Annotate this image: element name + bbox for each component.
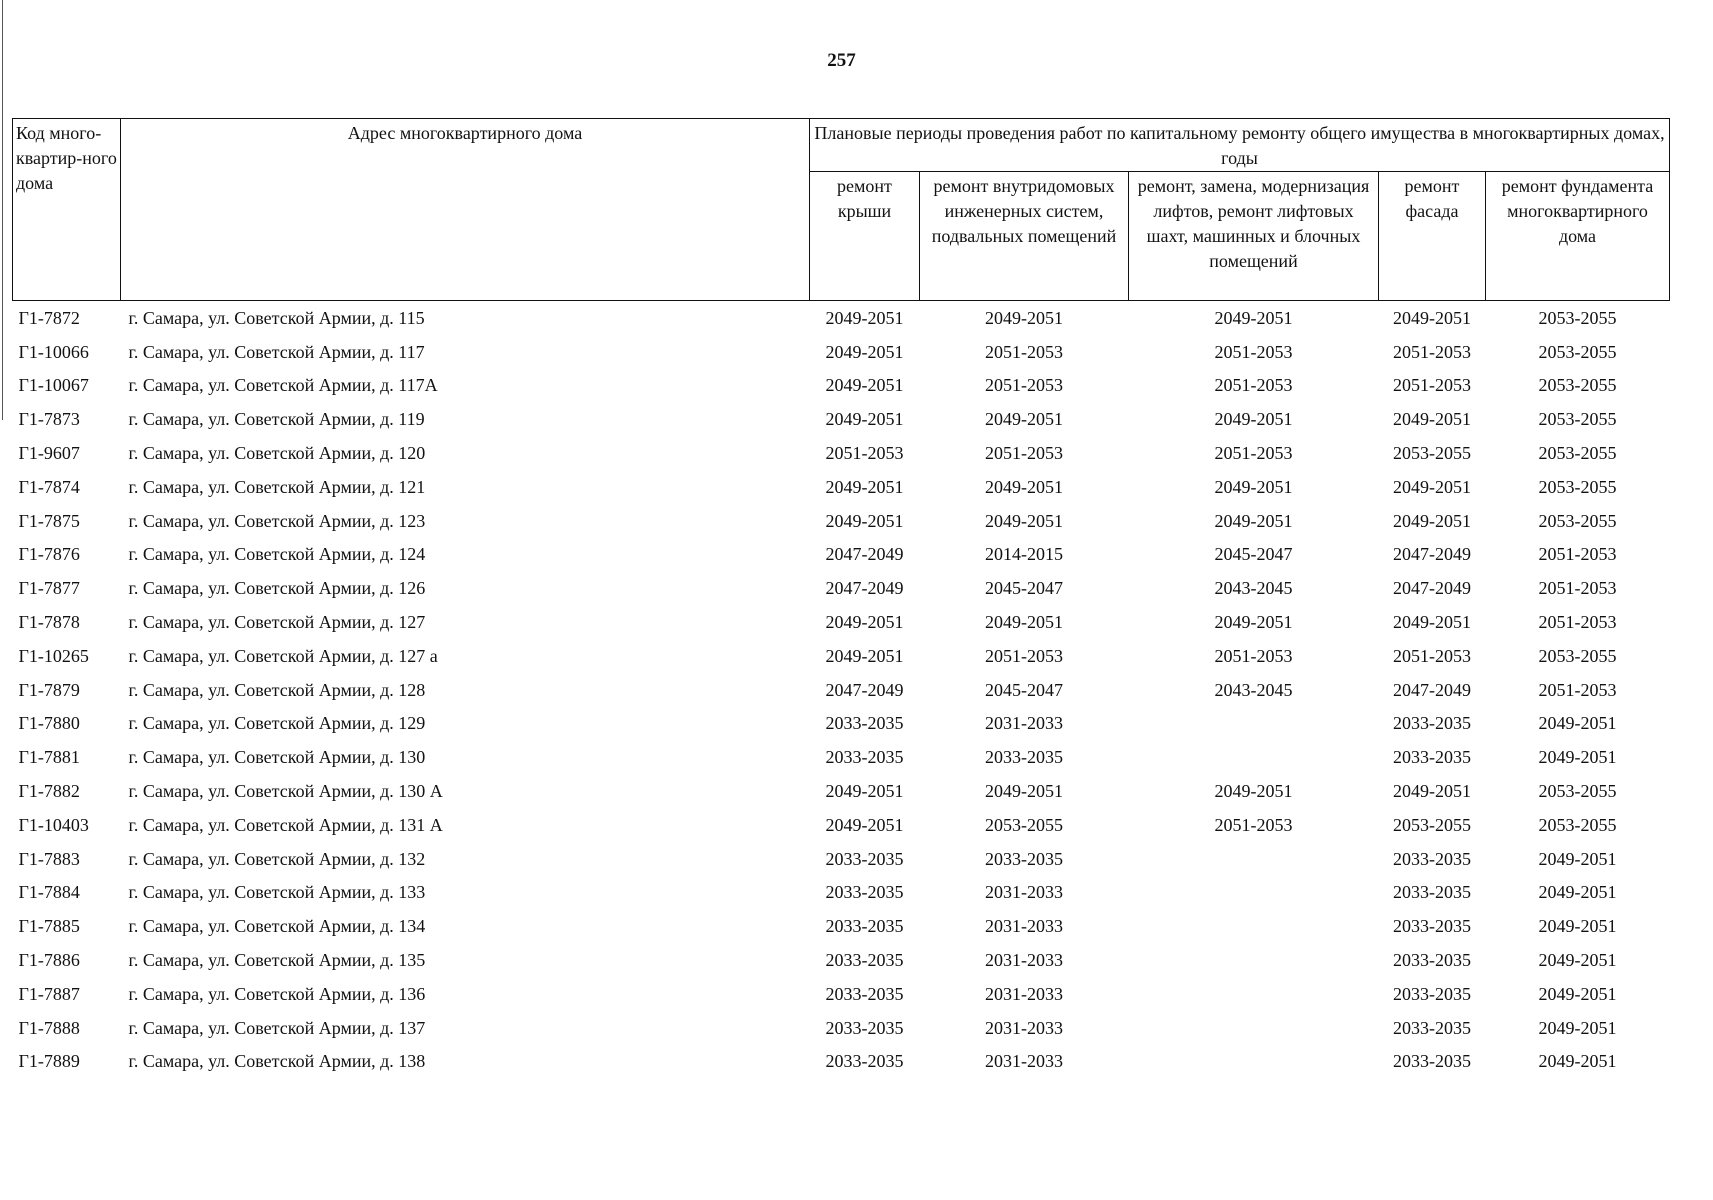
cell-roof: 2049-2051 xyxy=(825,476,904,497)
cell-foundation: 2049-2051 xyxy=(1538,882,1617,903)
cell-address: г. Самара, ул. Советской Армии, д. 137 xyxy=(128,1017,426,1038)
cell-elevators: 2051-2053 xyxy=(1214,375,1293,396)
cell-facade: 2051-2053 xyxy=(1393,375,1471,396)
cell-address: г. Самара, ул. Советской Армии, д. 127 xyxy=(128,612,426,633)
cell-engineering: 2049-2051 xyxy=(985,510,1063,531)
cell-address: г. Самара, ул. Советской Армии, д. 136 xyxy=(128,983,426,1004)
cell-engineering: 2033-2035 xyxy=(985,747,1063,768)
cell-roof: 2047-2049 xyxy=(825,544,904,565)
cell-foundation: 2049-2051 xyxy=(1538,916,1617,937)
header-roof: ремонт крыши xyxy=(810,172,920,301)
cell-foundation: 2053-2055 xyxy=(1538,341,1617,362)
cell-engineering: 2045-2047 xyxy=(985,679,1063,700)
cell-engineering: 2031-2033 xyxy=(985,950,1063,971)
cell-engineering: 2051-2053 xyxy=(985,443,1063,464)
cell-elevators xyxy=(1129,842,1379,876)
cell-address: г. Самара, ул. Советской Армии, д. 117А xyxy=(128,375,438,396)
table-row xyxy=(13,301,1670,335)
cell-engineering: 2049-2051 xyxy=(985,409,1063,430)
cell-address: г. Самара, ул. Советской Армии, д. 129 xyxy=(128,713,426,734)
cell-code: Г1-7876 xyxy=(18,544,80,565)
cell-engineering: 2051-2053 xyxy=(985,375,1063,396)
cell-engineering: 2051-2053 xyxy=(985,341,1063,362)
cell-roof: 2049-2051 xyxy=(825,341,904,362)
cell-engineering: 2045-2047 xyxy=(985,578,1063,599)
cell-roof: 2049-2051 xyxy=(825,307,904,328)
cell-code: Г1-7875 xyxy=(18,510,80,531)
cell-facade: 2049-2051 xyxy=(1393,510,1471,531)
cell-elevators: 2049-2051 xyxy=(1214,307,1293,328)
table-row xyxy=(13,1011,1670,1045)
cell-foundation: 2051-2053 xyxy=(1538,544,1617,565)
cell-facade: 2033-2035 xyxy=(1393,713,1471,734)
cell-roof: 2033-2035 xyxy=(825,983,904,1004)
cell-elevators xyxy=(1129,740,1379,774)
cell-address: г. Самара, ул. Советской Армии, д. 132 xyxy=(128,848,426,869)
header-address: Адрес многоквартирного дома xyxy=(121,119,810,301)
table-row xyxy=(13,673,1670,707)
cell-address: г. Самара, ул. Советской Армии, д. 123 xyxy=(128,510,426,531)
cell-address: г. Самара, ул. Советской Армии, д. 130 А xyxy=(128,781,443,802)
cell-engineering: 2049-2051 xyxy=(985,476,1063,497)
cell-facade: 2047-2049 xyxy=(1393,679,1471,700)
cell-elevators: 2049-2051 xyxy=(1214,612,1293,633)
cell-address: г. Самара, ул. Советской Армии, д. 133 xyxy=(128,882,426,903)
cell-address: г. Самара, ул. Советской Армии, д. 121 xyxy=(128,476,426,497)
cell-code: Г1-10067 xyxy=(18,375,89,396)
cell-foundation: 2053-2055 xyxy=(1538,307,1617,328)
cell-elevators: 2051-2053 xyxy=(1214,645,1293,666)
table-header xyxy=(13,119,1670,301)
cell-foundation: 2053-2055 xyxy=(1538,814,1617,835)
table-row xyxy=(13,470,1670,504)
cell-facade: 2051-2053 xyxy=(1393,645,1471,666)
cell-code: Г1-7879 xyxy=(18,679,80,700)
cell-foundation: 2053-2055 xyxy=(1538,476,1617,497)
cell-engineering: 2049-2051 xyxy=(985,612,1063,633)
cell-address: г. Самара, ул. Советской Армии, д. 135 xyxy=(128,950,426,971)
cell-engineering: 2031-2033 xyxy=(985,983,1063,1004)
cell-roof: 2047-2049 xyxy=(825,578,904,599)
cell-foundation: 2051-2053 xyxy=(1538,679,1617,700)
cell-facade: 2049-2051 xyxy=(1393,612,1471,633)
cell-roof: 2051-2053 xyxy=(825,443,904,464)
cell-roof: 2049-2051 xyxy=(825,510,904,531)
cell-elevators: 2049-2051 xyxy=(1214,409,1293,430)
cell-foundation: 2053-2055 xyxy=(1538,510,1617,531)
cell-facade: 2049-2051 xyxy=(1393,409,1471,430)
cell-engineering: 2031-2033 xyxy=(985,713,1063,734)
header-elevators: ремонт, замена, модернизация лифтов, ремонт лифтовых шахт, машинных и блочных помещений xyxy=(1129,172,1379,301)
cell-foundation: 2049-2051 xyxy=(1538,1017,1617,1038)
cell-address: г. Самара, ул. Советской Армии, д. 127 а xyxy=(128,645,438,666)
cell-facade: 2049-2051 xyxy=(1393,476,1471,497)
table-row xyxy=(13,876,1670,910)
cell-elevators: 2049-2051 xyxy=(1214,476,1293,497)
cell-foundation: 2049-2051 xyxy=(1538,1051,1617,1072)
cell-address: г. Самара, ул. Советской Армии, д. 126 xyxy=(128,578,426,599)
table-row xyxy=(13,1045,1670,1079)
cell-roof: 2033-2035 xyxy=(825,1051,904,1072)
cell-foundation: 2049-2051 xyxy=(1538,747,1617,768)
cell-facade: 2053-2055 xyxy=(1393,814,1471,835)
cell-roof: 2049-2051 xyxy=(825,645,904,666)
cell-facade: 2047-2049 xyxy=(1393,544,1471,565)
table-row xyxy=(13,639,1670,673)
cell-facade: 2047-2049 xyxy=(1393,578,1471,599)
cell-roof: 2033-2035 xyxy=(825,747,904,768)
cell-code: Г1-7880 xyxy=(18,713,80,734)
cell-code: Г1-7877 xyxy=(18,578,80,599)
header-engineering: ремонт внутридомовых инженерных систем, подвальных помещений xyxy=(920,172,1129,301)
header-planned-periods: Плановые периоды проведения работ по капитальному ремонту общего имущества в многоквартирных домах, годы xyxy=(810,119,1670,172)
cell-address: г. Самара, ул. Советской Армии, д. 119 xyxy=(128,409,425,430)
table-row xyxy=(13,571,1670,605)
cell-code: Г1-7886 xyxy=(18,950,80,971)
cell-elevators xyxy=(1129,943,1379,977)
cell-elevators: 2049-2051 xyxy=(1214,510,1293,531)
cell-engineering: 2053-2055 xyxy=(985,814,1063,835)
cell-code: Г1-7872 xyxy=(18,307,80,328)
cell-elevators: 2051-2053 xyxy=(1214,443,1293,464)
cell-roof: 2033-2035 xyxy=(825,848,904,869)
table-row xyxy=(13,774,1670,808)
cell-elevators: 2051-2053 xyxy=(1214,814,1293,835)
cell-foundation: 2051-2053 xyxy=(1538,612,1617,633)
cell-code: Г1-10265 xyxy=(18,645,89,666)
table-row xyxy=(13,504,1670,538)
cell-code: Г1-7888 xyxy=(18,1017,80,1038)
cell-facade: 2033-2035 xyxy=(1393,1051,1471,1072)
cell-elevators xyxy=(1129,1045,1379,1079)
cell-facade: 2049-2051 xyxy=(1393,307,1471,328)
header-code: Код много-квартир-ного дома xyxy=(13,119,121,301)
cell-engineering: 2031-2033 xyxy=(985,882,1063,903)
cell-elevators xyxy=(1129,707,1379,741)
cell-facade: 2049-2051 xyxy=(1393,781,1471,802)
cell-code: Г1-9607 xyxy=(18,443,80,464)
cell-elevators: 2043-2045 xyxy=(1214,578,1293,599)
cell-facade: 2033-2035 xyxy=(1393,1017,1471,1038)
cell-foundation: 2049-2051 xyxy=(1538,848,1617,869)
cell-engineering: 2014-2015 xyxy=(985,544,1063,565)
table-row xyxy=(13,909,1670,943)
cell-foundation: 2049-2051 xyxy=(1538,713,1617,734)
cell-elevators: 2045-2047 xyxy=(1214,544,1293,565)
cell-elevators: 2049-2051 xyxy=(1214,781,1293,802)
table-row xyxy=(13,740,1670,774)
header-row-top xyxy=(13,119,1670,172)
repair-schedule-table xyxy=(12,118,1670,1078)
cell-facade: 2053-2055 xyxy=(1393,443,1471,464)
cell-address: г. Самара, ул. Советской Армии, д. 138 xyxy=(128,1051,426,1072)
cell-code: Г1-7874 xyxy=(18,476,80,497)
table-row xyxy=(13,707,1670,741)
cell-facade: 2033-2035 xyxy=(1393,848,1471,869)
cell-elevators xyxy=(1129,977,1379,1011)
table-row xyxy=(13,943,1670,977)
cell-code: Г1-7887 xyxy=(18,983,80,1004)
cell-foundation: 2049-2051 xyxy=(1538,983,1617,1004)
cell-address: г. Самара, ул. Советской Армии, д. 131 А xyxy=(128,814,443,835)
cell-foundation: 2053-2055 xyxy=(1538,443,1617,464)
header-foundation: ремонт фундамента многоквартирного дома xyxy=(1486,172,1670,301)
cell-address: г. Самара, ул. Советской Армии, д. 115 xyxy=(128,307,425,328)
cell-roof: 2033-2035 xyxy=(825,950,904,971)
table-row xyxy=(13,436,1670,470)
cell-address: г. Самара, ул. Советской Армии, д. 124 xyxy=(128,544,426,565)
cell-engineering: 2049-2051 xyxy=(985,781,1063,802)
cell-address: г. Самара, ул. Советской Армии, д. 130 xyxy=(128,747,426,768)
cell-foundation: 2053-2055 xyxy=(1538,781,1617,802)
cell-elevators: 2051-2053 xyxy=(1214,341,1293,362)
cell-roof: 2049-2051 xyxy=(825,409,904,430)
cell-code: Г1-7873 xyxy=(18,409,80,430)
cell-foundation: 2049-2051 xyxy=(1538,950,1617,971)
table-row xyxy=(13,842,1670,876)
cell-facade: 2033-2035 xyxy=(1393,950,1471,971)
cell-roof: 2033-2035 xyxy=(825,1017,904,1038)
cell-roof: 2049-2051 xyxy=(825,612,904,633)
cell-code: Г1-7883 xyxy=(18,848,80,869)
cell-facade: 2051-2053 xyxy=(1393,341,1471,362)
cell-code: Г1-7882 xyxy=(18,781,80,802)
cell-code: Г1-7878 xyxy=(18,612,80,633)
cell-code: Г1-10403 xyxy=(18,814,89,835)
table-row xyxy=(13,335,1670,369)
table-row xyxy=(13,808,1670,842)
cell-facade: 2033-2035 xyxy=(1393,916,1471,937)
cell-facade: 2033-2035 xyxy=(1393,747,1471,768)
cell-elevators xyxy=(1129,909,1379,943)
cell-roof: 2033-2035 xyxy=(825,916,904,937)
cell-roof: 2049-2051 xyxy=(825,781,904,802)
cell-foundation: 2053-2055 xyxy=(1538,645,1617,666)
cell-roof: 2047-2049 xyxy=(825,679,904,700)
cell-roof: 2033-2035 xyxy=(825,713,904,734)
cell-address: г. Самара, ул. Советской Армии, д. 120 xyxy=(128,443,426,464)
cell-foundation: 2053-2055 xyxy=(1538,409,1617,430)
cell-engineering: 2051-2053 xyxy=(985,645,1063,666)
cell-elevators xyxy=(1129,1011,1379,1045)
cell-code: Г1-10066 xyxy=(18,341,89,362)
cell-roof: 2033-2035 xyxy=(825,882,904,903)
cell-elevators xyxy=(1129,876,1379,910)
table-row xyxy=(13,977,1670,1011)
cell-code: Г1-7885 xyxy=(18,916,80,937)
page-number: 257 xyxy=(827,50,856,71)
cell-roof: 2049-2051 xyxy=(825,375,904,396)
cell-address: г. Самара, ул. Советской Армии, д. 117 xyxy=(128,341,425,362)
cell-elevators: 2043-2045 xyxy=(1214,679,1293,700)
cell-code: Г1-7884 xyxy=(18,882,80,903)
cell-engineering: 2031-2033 xyxy=(985,916,1063,937)
cell-engineering: 2049-2051 xyxy=(985,307,1063,328)
cell-foundation: 2053-2055 xyxy=(1538,375,1617,396)
table-row xyxy=(13,538,1670,572)
cell-engineering: 2031-2033 xyxy=(985,1017,1063,1038)
cell-engineering: 2031-2033 xyxy=(985,1051,1063,1072)
cell-code: Г1-7881 xyxy=(18,747,80,768)
cell-roof: 2049-2051 xyxy=(825,814,904,835)
cell-address: г. Самара, ул. Советской Армии, д. 128 xyxy=(128,679,426,700)
table-row xyxy=(13,605,1670,639)
header-facade: ремонт фасада xyxy=(1379,172,1486,301)
cell-code: Г1-7889 xyxy=(18,1051,80,1072)
cell-facade: 2033-2035 xyxy=(1393,983,1471,1004)
cell-engineering: 2033-2035 xyxy=(985,848,1063,869)
table-row xyxy=(13,369,1670,403)
cell-facade: 2033-2035 xyxy=(1393,882,1471,903)
cell-address: г. Самара, ул. Советской Армии, д. 134 xyxy=(128,916,426,937)
cell-foundation: 2051-2053 xyxy=(1538,578,1617,599)
table-body xyxy=(13,301,1670,1079)
table-row xyxy=(13,402,1670,436)
